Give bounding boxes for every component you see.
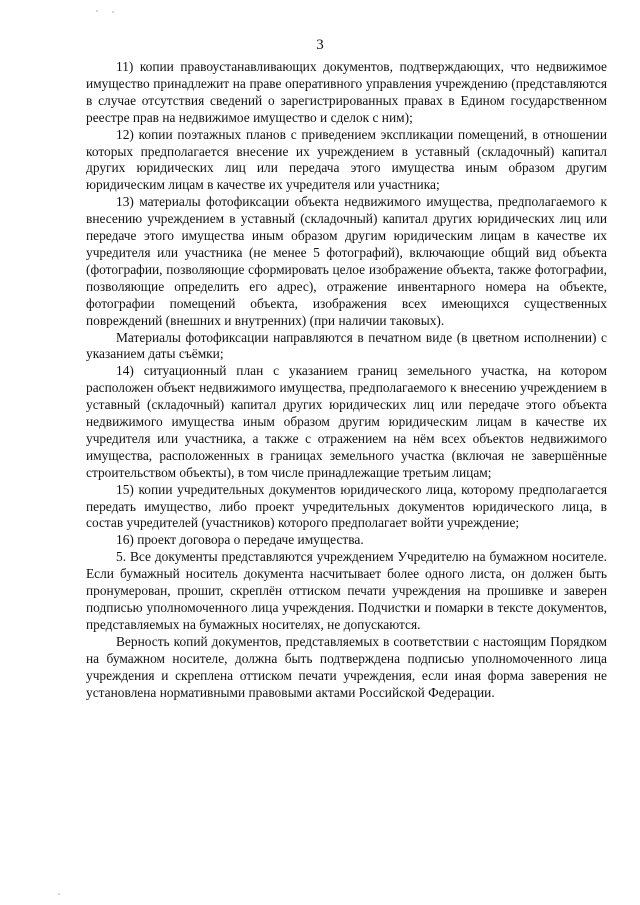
- list-item-13: 13) материалы фотофиксации объекта недвижимого имущества, предполагаемого к внесению учреждением в уставный (складочный) капитал других юридических лиц или передаче этого имущества иным образом другим юридическим лицам в качестве их учредителя или участника (не менее 5 фотографий), включающие общий вид объекта (фотографии, позволяющие сформировать целое изображение объекта, также фотографии, позволяющие определить его адрес), отражение инвентарного номера на объекте, фотографии помещений объекта, изображения всех имеющихся существенных повреждений (внешних и внутренних) (при наличии таковых).: [86, 194, 607, 328]
- page-number: 3: [316, 37, 324, 53]
- section-5-paragraph: 5. Все документы представляются учреждением Учредителю на бумажном носителе. Если бумажный носитель документа насчитывает более одного листа, он должен быть пронумерован, прошит, скреплён оттиском печати учреждения на прошивке и заверен подписью уполномоченного лица учреждения. Подчистки и помарки в тексте документов, представляемых на бумажных носителях, не допускаются.: [86, 549, 607, 632]
- list-item-11: 11) копии правоустанавливающих документов, подтверждающих, что недвижимое имущество принадлежит на праве оперативного управления учреждению (представляются в случае отсутствия сведений о зарегистрированных правах в Едином государственном реестре прав на недвижимое имущество и сделок с ним);: [86, 59, 607, 125]
- photo-materials-note: Материалы фотофиксации направляются в печатном виде (в цветном исполнении) с указанием даты съёмки;: [86, 329, 607, 362]
- body-text: [86, 59, 607, 701]
- scan-speck: [96, 10, 98, 12]
- list-item-15: 15) копии учредительных документов юридического лица, которому предполагается передать имущество, либо проект учредительных документов юридического лица, в состав учредителей (участников) которого предполагает войти учреждение;: [86, 481, 607, 531]
- scan-speck: [112, 11, 114, 13]
- list-item-16: 16) проект договора о передаче имущества.: [116, 532, 364, 548]
- list-item-12: 12) копии поэтажных планов с приведением экспликации помещений, в отношении которых предполагается внесение их учреждением в уставный (складочный) капитал других юридических лиц или передача этого имущества иным образом другим юридическим лицам в качестве их учредителя или участника;: [86, 126, 607, 193]
- scan-speck: [58, 893, 60, 895]
- list-item-14: 14) ситуационный план с указанием границ земельного участка, на котором расположен объект недвижимого имущества, предполагаемого к внесению учреждением в уставный (складочный) капитал других юридических лиц или передаче этого объекта недвижимого имущества иным образом другим юридическим лицам в качестве их учредителя или участника, а также с отражением на нём всех объектов недвижимого имущества, расположенных в границах земельного участка (включая не завершённые строительством объекты), в том числе принадлежащие третьим лицам;: [86, 363, 607, 480]
- copies-verification-paragraph: Верность копий документов, представляемых в соответствии с настоящим Порядком на бумажном носителе, должна быть подтверждена подписью уполномоченного лица учреждения и скреплена оттиском печати учреждения, если иная форма заверения не установлена нормативными правовыми актами Российской Федерации.: [86, 633, 607, 700]
